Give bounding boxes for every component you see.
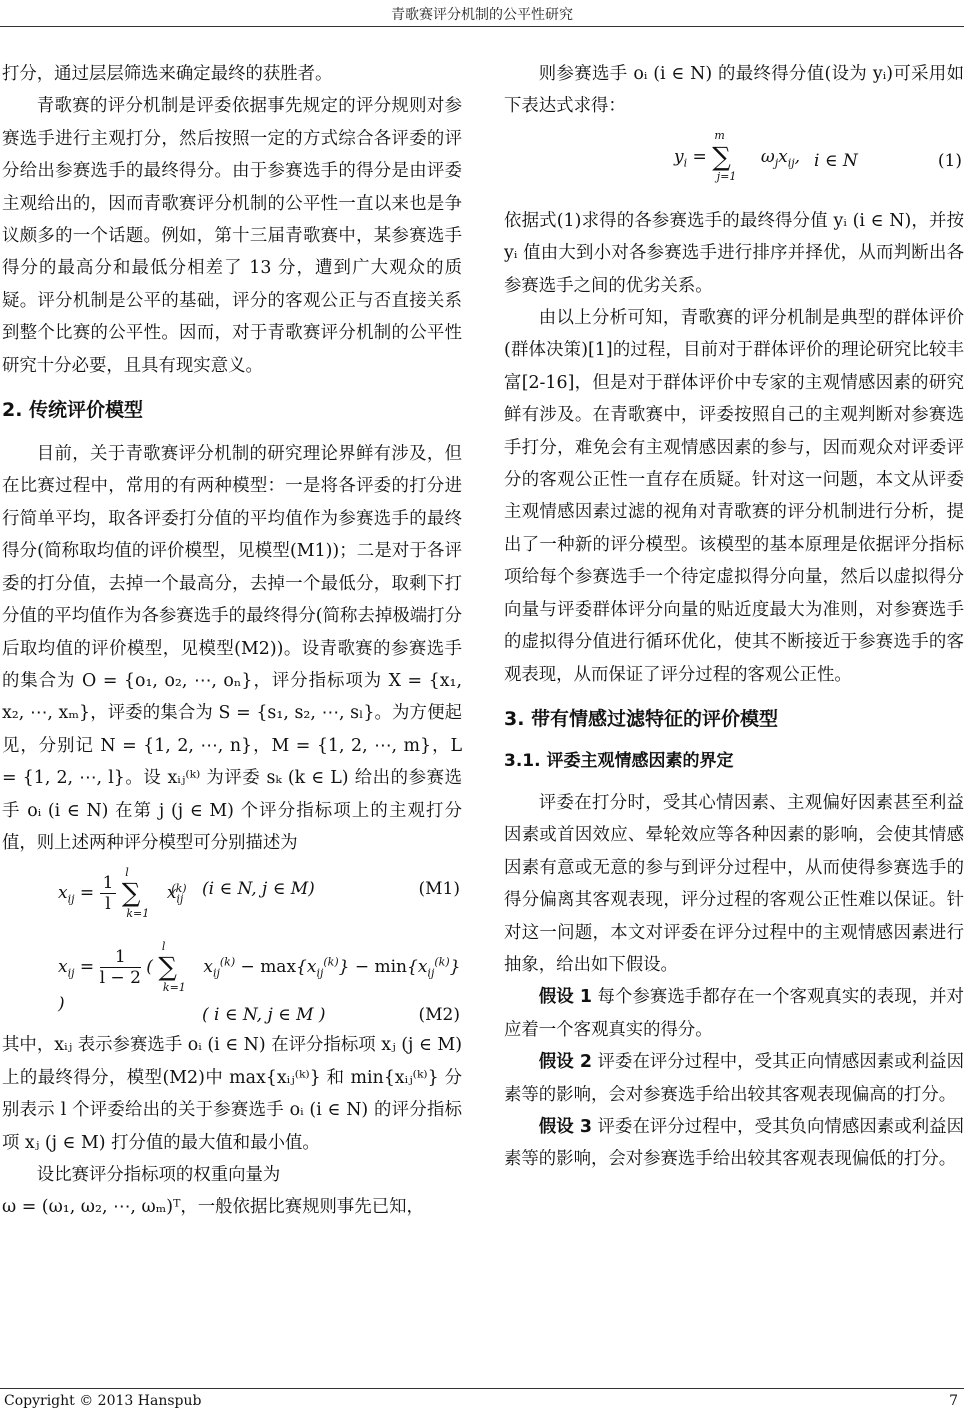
equation-1-label: (1) <box>937 150 962 171</box>
assumption-3-label: 假设 3 <box>538 1116 592 1137</box>
assumption-3-text: 评委在评分过程中，受其负向情感因素或利益因素等的影响，会对参赛选手给出较其客观表现偏低的打分。 <box>504 1116 964 1170</box>
assumption-2-label: 假设 2 <box>538 1052 592 1073</box>
left-paragraph-4: 其中，xᵢⱼ 表示参赛选手 oᵢ (i ∈ N) 在评分指标项 xⱼ (j ∈ M) 上的最终得分，模型(M2)中 max{xᵢⱼ⁽ᵏ⁾} 和 min{xᵢⱼ⁽ᵏ⁾} 分别表示 l 个评委给出的关于参赛选手 oᵢ (i ∈ N) 的评分指标项 xⱼ (j ∈ M) 打分值的最大值和最小值。 <box>2 1035 462 1153</box>
header-divider <box>0 26 964 27</box>
equation-1-condition: i ∈ N <box>814 150 858 171</box>
assumption-3 <box>504 1111 964 1176</box>
equation-m1-body: $x_{ij}$ = $\frac{1}{l}$ $\sum_{k=1}^lx_{ij}^{(k)}$ <box>58 865 187 920</box>
left-column <box>2 58 462 1224</box>
assumption-1-label: 假设 1 <box>538 987 592 1008</box>
equation-m2-body: $x_{ij}$ = $\frac{1}{l - 2}$ ( $\sum_{k=1}^lx_{ij}^{(k)} - \max\{x_{ij}^{(k)}\} - \min\{x_{ij}^{(k)}\}$ ) <box>58 939 461 1015</box>
equation-m1 <box>2 859 462 933</box>
left-paragraph-3: 目前，关于青歌赛评分机制的研究理论界鲜有涉及，但在比赛过程中，常用的有两种模型：一是将各评委的打分进行简单平均，取各评委打分值的平均值作为参赛选手的最终得分(简称取均值的评价模型，见模型(M1))；二是对于各评委的打分值，去掉一个最高分，去掉一个最低分，取剩下打分值的平均值作为各参赛选手的最终得分(简称去掉极端打分后取均值的评价模型，见模型(M2))。设青歌赛的参赛选手的集合为 O = {o₁, o₂, ⋯, oₙ}，评分指标项为 X = {x₁, x₂, ⋯, xₘ}，评委的集合为 S = {s₁, s₂, ⋯, sₗ}。为方便起见，分别记 N = {1, 2, ⋯, n}，M = {1, 2, ⋯, m}，L = {1, 2, ⋯, l}。设 xᵢⱼ⁽ᵏ⁾ 为评委 sₖ (k ∈ L) 给出的参赛选手 oᵢ (i ∈ N) 在第 j (j ∈ M) 个评分指标项上的主观打分值，则上述两种评分模型可分别描述为 <box>2 444 462 853</box>
assumption-2-text: 评委在评分过程中，受其正向情感因素或利益因素等的影响，会对参赛选手给出较其客观表现偏高的打分。 <box>504 1052 964 1105</box>
equation-1 <box>504 123 964 205</box>
assumption-2 <box>504 1046 964 1111</box>
right-paragraph-2: 依据式(1)求得的各参赛选手的最终得分值 yᵢ (i ∈ N)，并按 yᵢ 值由大到小对各参赛选手进行排序并择优，从而判断出各参赛选手之间的优劣关系。 <box>504 210 964 296</box>
equation-m1-condition: (i ∈ N, j ∈ M) <box>202 879 315 900</box>
running-header: 青歌赛评分机制的公平性研究 <box>391 7 573 23</box>
left-paragraph-1: 打分，通过层层筛选来确定最终的获胜者。 <box>2 64 333 84</box>
footer-copyright: Copyright © 2013 Hanspub <box>4 1393 202 1409</box>
right-paragraph-4: 评委在打分时，受其心情因素、主观偏好因素甚至利益因素或首因效应、晕轮效应等各种因素的影响，会使其情感因素有意或无意的参与到评分过程中，从而使得参赛选手的得分偏离其客观表现，评分过程的客观公正性难以保证。针对这一问题，本文对评委在评分过程中的主观情感因素进行抽象，给出如下假设。 <box>504 792 964 975</box>
left-paragraph-5: 设比赛评分指标项的权重向量为 <box>36 1164 281 1185</box>
section-3-heading: 3. 带有情感过滤特征的评价模型 <box>504 707 779 730</box>
right-paragraph-1: 则参赛选手 oᵢ (i ∈ N) 的最终得分值(设为 yᵢ)可采用如下表达式求得： <box>504 64 964 117</box>
right-column <box>504 58 964 1176</box>
page-number: 7 <box>949 1393 958 1409</box>
assumption-1 <box>504 981 964 1046</box>
equation-m2-label: (M2) <box>418 1005 460 1026</box>
right-paragraph-3: 由以上分析可知，青歌赛的评分机制是典型的群体评价(群体决策)[1]的过程，目前对于群体评价的理论研究比较丰富[2-16]，但是对于群体评价中专家的主观情感因素的研究鲜有涉及。在青歌赛中，评委按照自己的主观判断对参赛选手打分，难免会有主观情感因素的参与，因而观众对评委评分的客观公正性一直存在质疑。针对这一问题，本文从评委主观情感因素过滤的视角对青歌赛的评分机制进行分析，提出了一种新的评分模型。该模型的基本原理是依据评分指标项给每个参赛选手一个待定虚拟得分向量，然后以虚拟得分向量与评委群体评分向量的贴近度最大为准则，对参赛选手的虚拟得分值进行循环优化，使其不断接近于参赛选手的客观表现，从而保证了评分过程的客观公正性。 <box>504 308 964 685</box>
left-paragraph-6: ω = (ω₁, ω₂, ⋯, ωₘ)ᵀ，一般依据比赛规则事先已知， <box>2 1197 424 1218</box>
left-paragraph-2: 青歌赛的评分机制是评委依据事先规定的评分规则对参赛选手进行主观打分，然后按照一定的方式综合各评委的评分给出参赛选手的最终得分。由于参赛选手的得分是由评委主观给出的，因而青歌赛评分机制的公平性一直以来也是争议颇多的一个话题。例如，第十三届青歌赛中，某参赛选手得分的最高分和最低分相差了 13 分，遭到广大观众的质疑。评分机制是公平的基础，评分的客观公正与否直接关系到整个比赛的公平性。因而，对于青歌赛评分机制的公平性研究十分必要，且具有现实意义。 <box>2 96 462 376</box>
equation-m1-label: (M1) <box>418 879 460 900</box>
section-3-1-heading: 3.1. 评委主观情感因素的界定 <box>504 750 734 771</box>
footer-divider <box>0 1388 964 1389</box>
section-2-heading: 2. 传统评价模型 <box>2 399 144 422</box>
assumption-1-text: 每个参赛选手都存在一个客观真实的表现，并对应着一个客观真实的得分。 <box>504 987 964 1040</box>
equation-m2-condition: ( i ∈ N, j ∈ M ) <box>202 1005 326 1026</box>
equation-m2 <box>2 933 462 1029</box>
equation-1-body: $y_i = \sum_{j=1}^m\omega_jx_{ij}$, <box>674 129 801 184</box>
